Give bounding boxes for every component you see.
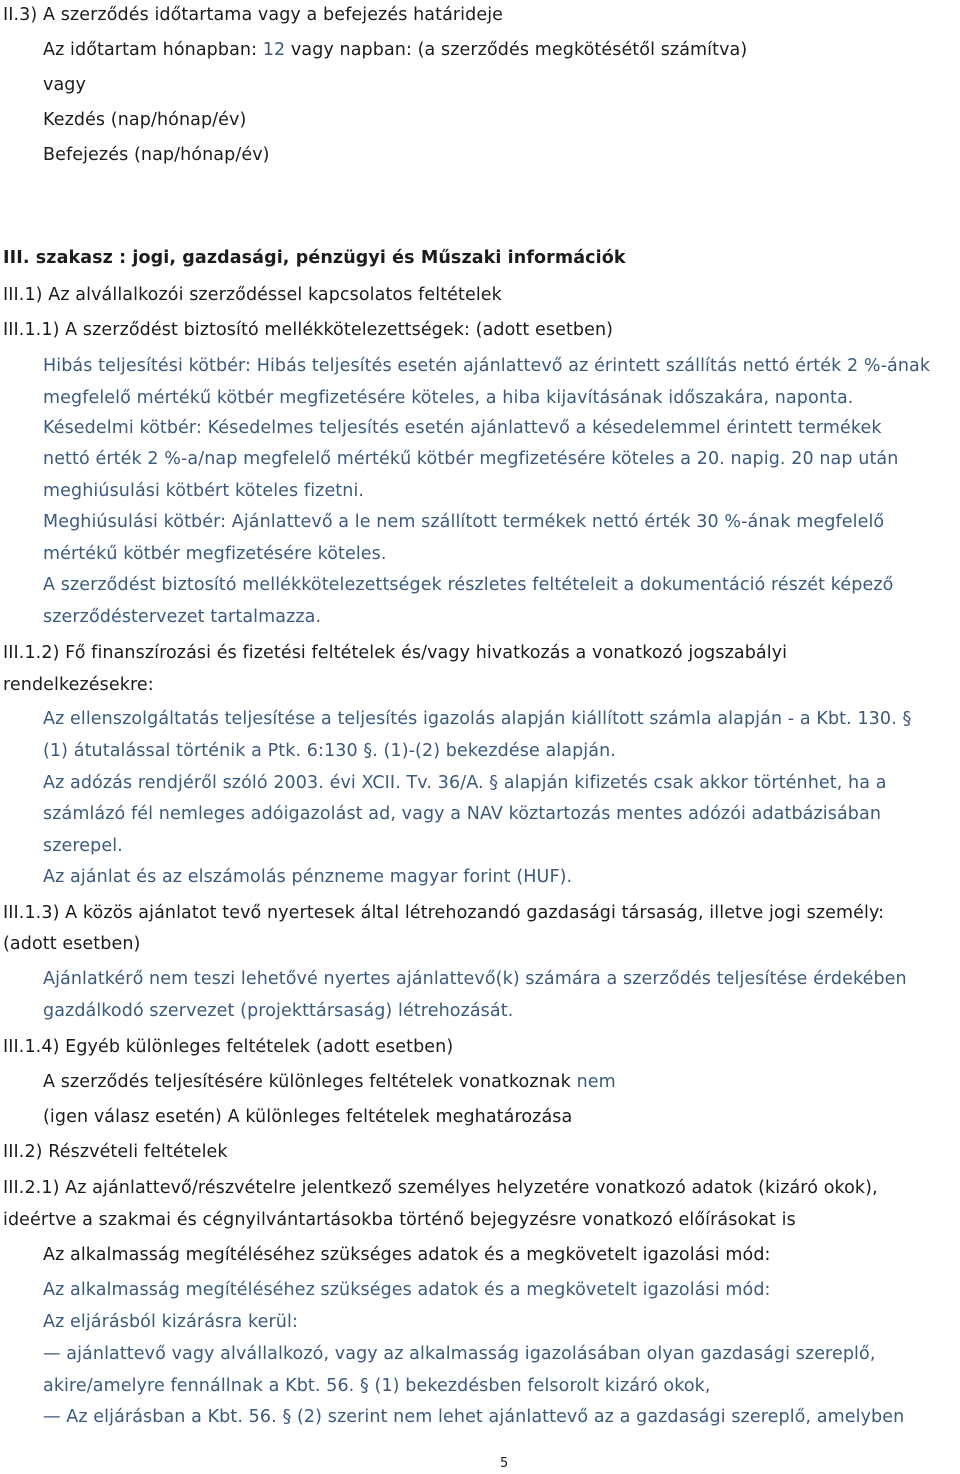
iii14-answer-value: nem: [576, 1072, 616, 1092]
iii12-text-line: Az ajánlat és az elszámolás pénzneme magyar forint (HUF).: [43, 867, 573, 887]
section-heading-iii14: III.1.4) Egyéb különleges feltételek (adott esetben): [3, 1037, 454, 1057]
section-heading-iii12-cont: rendelkezésekre:: [3, 675, 154, 695]
section-heading-ii3: II.3) A szerződés időtartama vagy a befejezés határideje: [3, 5, 504, 25]
duration-suffix: vagy napban: (a szerződés megkötésétől számítva): [285, 40, 748, 60]
section-heading-iii1: III.1) Az alvállalkozói szerződéssel kapcsolatos feltételek: [3, 285, 502, 305]
section-heading-iii13-cont: (adott esetben): [3, 934, 141, 954]
iii14-question: A szerződés teljesítésére különleges feltételek vonatkoznak: [43, 1072, 577, 1092]
iii21-text-line: — Az eljárásban a Kbt. 56. § (2) szerint nem lehet ajánlattevő az a gazdasági szereplő, amelyben: [43, 1407, 905, 1427]
iii11-text-line: mértékű kötbér megfizetésére köteles.: [43, 544, 387, 564]
iii11-text-line: nettó érték 2 %-a/nap megfelelő mértékű kötbér megfizetésére köteles a 20. napig. 20 nap után: [43, 449, 899, 469]
section-heading-iii21: III.2.1) Az ajánlattevő/részvételre jelentkező személyes helyzetére vonatkozó adatok (kizáró okok),: [3, 1178, 878, 1198]
iii21-text-line: Az alkalmasság megítéléséhez szükséges adatok és a megkövetelt igazolási mód:: [43, 1280, 771, 1300]
iii21-text-line: — ajánlattevő vagy alvállalkozó, vagy az alkalmasság igazolásában olyan gazdasági szereplő,: [43, 1344, 876, 1364]
or-text: vagy: [43, 75, 86, 95]
section-heading-iii11: III.1.1) A szerződést biztosító mellékkötelezettségek: (adott esetben): [3, 320, 614, 340]
start-date-label: Kezdés (nap/hónap/év): [43, 110, 247, 130]
end-date-label: Befejezés (nap/hónap/év): [43, 145, 270, 165]
section-heading-iii13: III.1.3) A közös ajánlatot tevő nyertesek által létrehozandó gazdasági társaság, illetve jogi személy:: [3, 903, 885, 923]
iii11-text-line: Hibás teljesítési kötbér: Hibás teljesítés esetén ajánlattevő az érintett szállítás nettó érték 2 %-ának: [43, 356, 931, 376]
iii11-text-line: szerződéstervezet tartalmazza.: [43, 607, 322, 627]
iii12-text-line: számlázó fél nemleges adóigazolást ad, vagy a NAV köztartozás mentes adózói adatbázisában: [43, 804, 882, 824]
iii11-text-line: Késedelmi kötbér: Késedelmes teljesítés esetén ajánlattevő a késedelemmel érintett termékek: [43, 418, 882, 438]
iii12-text-line: (1) átutalással történik a Ptk. 6:130 §. (1)-(2) bekezdése alapján.: [43, 741, 616, 761]
section-iii-title: III. szakasz : jogi, gazdasági, pénzügyi és Műszaki információk: [3, 248, 626, 268]
page-number: 5: [500, 1456, 509, 1471]
iii12-text-line: szerepel.: [43, 836, 123, 856]
iii11-text-line: A szerződést biztosító mellékkötelezettségek részletes feltételeit a dokumentáció részét képező: [43, 575, 894, 595]
iii21-text-line: Az eljárásból kizárásra kerül:: [43, 1312, 298, 1332]
duration-prefix: Az időtartam hónapban:: [43, 40, 263, 60]
iii14-question-line: [43, 1070, 616, 1094]
section-heading-iii21-cont: ideértve a szakmai és cégnyilvántartásokba történő bejegyzésre vonatkozó előírásokat is: [3, 1210, 796, 1230]
iii12-text-line: Az ellenszolgáltatás teljesítése a teljesítés igazolás alapján kiállított számla alapján - a Kbt. 130. §: [43, 709, 912, 729]
iii11-text-line: meghiúsulási kötbért köteles fizetni.: [43, 481, 365, 501]
iii11-text-line: megfelelő mértékű kötbér megfizetésére köteles, a hiba kijavításának időszakára, naponta.: [43, 388, 854, 408]
iii13-text-line: Ajánlatkérő nem teszi lehetővé nyertes ajánlattevő(k) számára a szerződés teljesítése érdekében: [43, 969, 907, 989]
iii12-text-line: Az adózás rendjéről szóló 2003. évi XCII. Tv. 36/A. § alapján kifizetés csak akkor történhet, ha a: [43, 773, 887, 793]
iii13-text-line: gazdálkodó szervezet (projekttársaság) létrehozását.: [43, 1001, 514, 1021]
iii21-label: Az alkalmasság megítéléséhez szükséges adatok és a megkövetelt igazolási mód:: [43, 1245, 771, 1265]
section-heading-iii12: III.1.2) Fő finanszírozási és fizetési feltételek és/vagy hivatkozás a vonatkozó jogszabályi: [3, 643, 788, 663]
iii14-question-2: (igen válasz esetén) A különleges feltételek meghatározása: [43, 1107, 573, 1127]
iii11-text-line: Meghiúsulási kötbér: Ajánlattevő a le nem szállított termékek nettó érték 30 %-ának megfelelő: [43, 512, 885, 532]
duration-months-value: 12: [262, 40, 286, 60]
section-heading-iii2: III.2) Részvételi feltételek: [3, 1142, 228, 1162]
iii21-text-line: akire/amelyre fennállnak a Kbt. 56. § (1) bekezdésben felsorolt kizáró okok,: [43, 1376, 711, 1396]
duration-line: [43, 38, 747, 62]
